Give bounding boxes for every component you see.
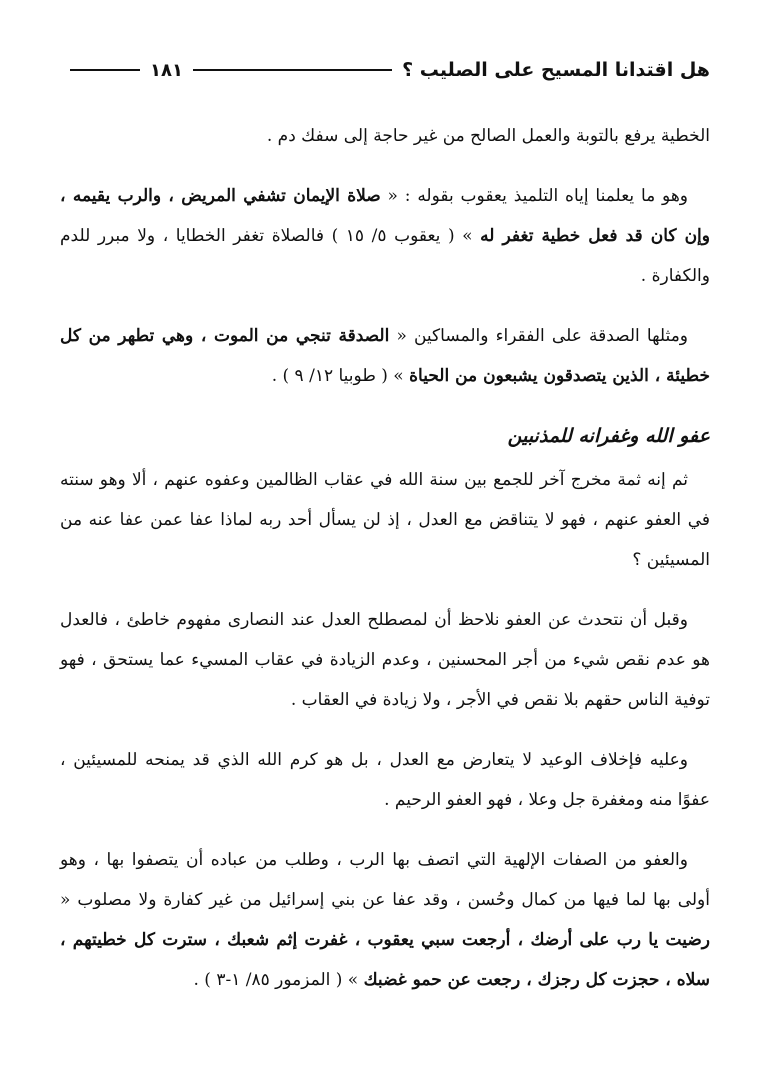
header-rule-short (70, 69, 140, 71)
quoted-text: الصدقة تنجي من الموت ، وهي تطهر من كل خطيئة ، الذين يتصدقون يشبعون من الحياة (60, 326, 710, 386)
paragraph (60, 460, 710, 580)
paragraph (60, 740, 710, 820)
text-run: ومثلها الصدقة على الفقراء والمساكين « (389, 326, 689, 346)
text-run: وقبل أن نتحدث عن العفو نلاحظ أن لمصطلح العدل عند النصارى مفهوم خاطئ ، فالعدل هو عدم نقص شيء من أجر المحسنين ، وعدم الزيادة في عقاب المسيء عما يستحق ، فهو توفية الناس حقهم بلا نقص في الأجر ، ولا زيادة في العقاب . (60, 610, 710, 710)
paragraph (60, 176, 710, 296)
paragraph (60, 316, 710, 396)
section-heading: عفو الله وغفرانه للمذنبين (507, 425, 710, 447)
page-number: ١٨١ (150, 59, 183, 81)
text-run: » ( يعقوب ٥/ ١٥ ) فالصلاة تغفر الخطايا ، ولا مبرر للدم والكفارة . (60, 226, 710, 286)
paragraph (60, 840, 710, 1000)
quoted-text: رضيت يا رب على أرضك ، أرجعت سبي يعقوب ، غفرت إثم شعبك ، سترت كل خطيتهم ، سلاه ، حجزت كل رجزك ، رجعت عن حمو غضبك (60, 930, 710, 990)
text-run: » ( المزمور ٨٥/ ١-٣ ) . (193, 970, 364, 990)
header-rule-long (193, 69, 392, 71)
text-run: » ( طوبيا ١٢/ ٩ ) . (271, 366, 410, 386)
text-run: الخطية يرفع بالتوبة والعمل الصالح من غير حاجة إلى سفك دم . (266, 126, 710, 146)
body-text (60, 116, 710, 1000)
running-title: هل اقتدانا المسيح على الصليب ؟ (402, 59, 710, 81)
page-header (60, 50, 710, 90)
text-run: وعليه فإخلاف الوعيد لا يتعارض مع العدل ، بل هو كرم الله الذي قد يمنحه للمسيئين ، عفوًا منه ومغفرة جل وعلا ، فهو العفو الرحيم . (60, 750, 710, 810)
text-run: ثم إنه ثمة مخرج آخر للجمع بين سنة الله في عقاب الظالمين وعفوه عنهم ، ألا وهو سنته في العفو عنهم ، فهو لا يتناقض مع العدل ، إذ لن يسأل أحد ربه لماذا عفا عمن عفا عنه من المسيئين ؟ (60, 470, 711, 570)
book-page (60, 50, 710, 1020)
quoted-text: صلاة الإيمان تشفي المريض ، والرب يقيمه ، وإن كان قد فعل خطية تغفر له (60, 186, 710, 246)
paragraph (60, 116, 710, 156)
paragraph (60, 600, 710, 720)
text-run: وهو ما يعلمنا إياه التلميذ يعقوب بقوله : « (380, 186, 689, 206)
text-run: والعفو من الصفات الإلهية التي اتصف بها الرب ، وطلب من عباده أن يتصفوا بها ، وهو أولى بها لما فيها من كمال وحُسن ، وقد عفا عن بني إسرائيل من غير كفارة ولا مصلوب « (60, 850, 710, 910)
